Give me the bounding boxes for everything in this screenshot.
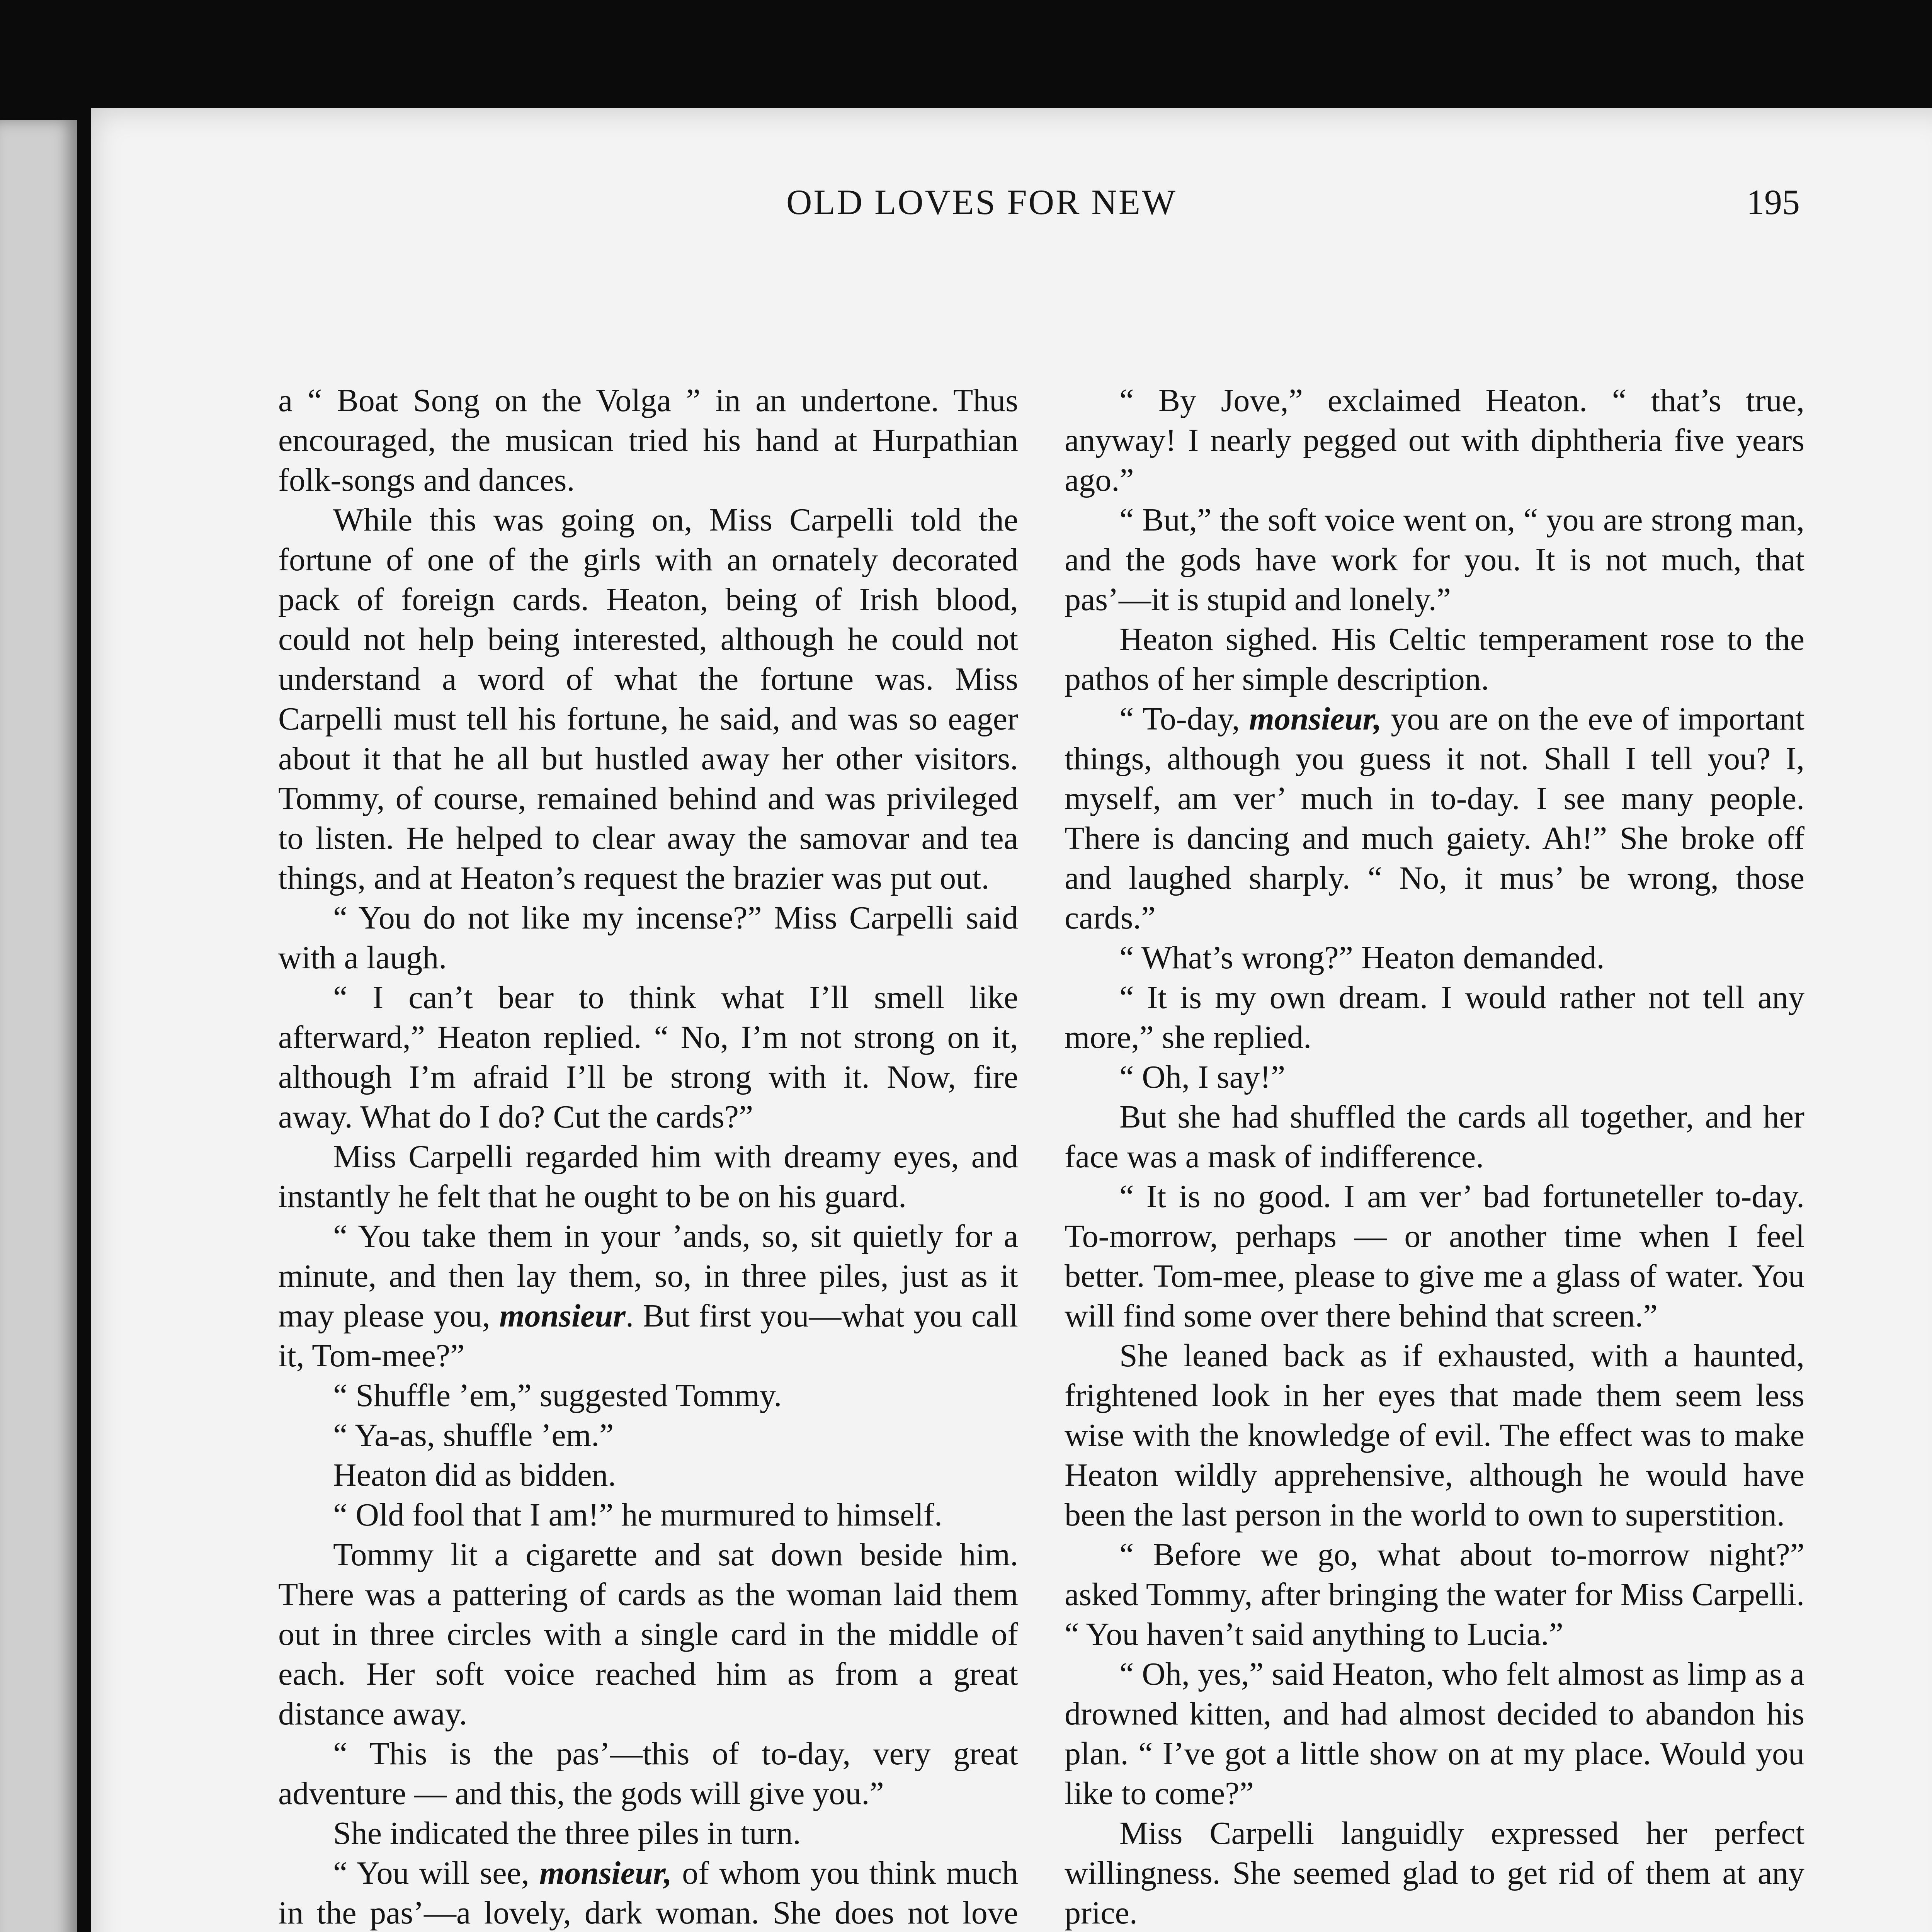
paragraph	[1065, 619, 1804, 699]
paragraph-text: Miss Carpelli languidly expressed her perfect willingness. She seemed glad to get rid of them at any price.	[1065, 1815, 1804, 1931]
paragraph	[278, 1734, 1018, 1813]
paragraph-text: you are on the eve of important things, although you guess it not. Shall I tell you? I, myself, am ver’ much in to-day. I see many people. There is dancing and much gaiety. Ah!” She broke off and laughed sharply. “ No, it mus’ be wrong, those cards.”	[1065, 701, 1804, 936]
paragraph-text: Heaton sighed. His Celtic temperament rose to the pathos of her simple description.	[1065, 621, 1804, 697]
paragraph	[278, 1415, 1018, 1455]
left-text-column	[278, 381, 1018, 1932]
paragraph-text: She leaned back as if exhausted, with a haunted, frightened look in her eyes that made them seem less wise with the knowledge of evil. The effect was to make Heaton wildly apprehensive, although he would have been the last person in the world to own to superstition.	[1065, 1338, 1804, 1533]
paragraph	[1065, 1097, 1804, 1177]
previous-page-edge	[0, 120, 77, 1932]
paragraph-text: Miss Carpelli regarded him with dreamy eyes, and instantly he felt that he ought to be on his guard.	[278, 1139, 1018, 1214]
paragraph	[278, 898, 1018, 978]
paragraph	[278, 1853, 1018, 1932]
paragraph-text: “ I can’t bear to think what I’ll smell like afterward,” Heaton replied. “ No, I’m not strong on it, although I’m afraid I’ll be strong with it. Now, fire away. What do I do? Cut the cards?”	[278, 980, 1018, 1135]
italic-word: monsieur,	[539, 1855, 672, 1891]
right-text-column	[1065, 381, 1804, 1932]
paragraph-text: “ Before we go, what about to-morrow night?” asked Tommy, after bringing the water for Miss Carpelli. “ You haven’t said anything to Lucia.”	[1065, 1537, 1804, 1652]
paragraph-text: While this was going on, Miss Carpelli told the fortune of one of the girls with an ornately decorated pack of foreign cards. Heaton, being of Irish blood, could not help being interested, although he could not understand a word of what the fortune was. Miss Carpelli must tell his fortune, he said, and was so eager about it that he all but hustled away her other visitors. Tommy, of course, remained behind and was privileged to listen. He helped to clear away the samovar and tea things, and at Heaton’s request the brazier was put out.	[278, 502, 1018, 896]
paragraph	[278, 1813, 1018, 1853]
paragraph	[278, 381, 1018, 500]
paragraph-text: “ You do not like my incense?” Miss Carpelli said with a laugh.	[278, 900, 1018, 976]
paragraph-text: “ Oh, yes,” said Heaton, who felt almost as limp as a drowned kitten, and had almost decided to abandon his plan. “ I’ve got a little show on at my place. Would you like to come?”	[1065, 1656, 1804, 1811]
italic-word: monsieur	[499, 1298, 626, 1334]
page-number: 195	[1747, 182, 1800, 222]
paragraph-text: “ But,” the soft voice went on, “ you are strong man, and the gods have work for you. It is not much, that pas’—it is stupid and lonely.”	[1065, 502, 1804, 617]
paragraph	[1065, 978, 1804, 1057]
paragraph-text: “ Shuffle ’em,” suggested Tommy.	[333, 1378, 782, 1413]
paragraph	[1065, 699, 1804, 938]
paragraph	[1065, 1813, 1804, 1932]
paragraph-text: She indicated the three piles in turn.	[333, 1815, 801, 1851]
paragraph-text: But she had shuffled the cards all together, and her face was a mask of indifference.	[1065, 1099, 1804, 1175]
paragraph-text: of whom you think much in the pas’—a lovely, dark woman. She does not love	[278, 1855, 1018, 1931]
paragraph-text: “ This is the pas’—this of to-day, very great adventure — and this, the gods will give you.”	[278, 1736, 1018, 1811]
paragraph-text: Tommy lit a cigarette and sat down beside him. There was a pattering of cards as the woman laid them out in three circles with a single card in the middle of each. Her soft voice reached him as from a great distance away.	[278, 1537, 1018, 1732]
paragraph-text: “ You will see,	[333, 1855, 539, 1891]
paragraph	[1065, 1057, 1804, 1097]
paragraph	[1065, 500, 1804, 619]
paragraph	[278, 1376, 1018, 1415]
paragraph	[1065, 938, 1804, 978]
paragraph-text: “ You take them in your ’ands, so, sit quietly for a minute, and then lay them, so, in three piles, just as it may please you,	[278, 1218, 1018, 1334]
paragraph	[1065, 1177, 1804, 1336]
paragraph-text: Heaton did as bidden.	[333, 1457, 616, 1493]
paragraph	[278, 1535, 1018, 1734]
italic-word: monsieur,	[1249, 701, 1382, 737]
paragraph-text: “ Ya-as, shuffle ’em.”	[333, 1417, 614, 1453]
paragraph	[278, 500, 1018, 898]
paragraph-text: “ By Jove,” exclaimed Heaton. “ that’s true, anyway! I nearly pegged out with diphtheria five years ago.”	[1065, 383, 1804, 498]
paragraph	[278, 1455, 1018, 1495]
paragraph	[278, 1216, 1018, 1376]
paragraph-text: “ To-day,	[1119, 701, 1249, 737]
paragraph	[1065, 1336, 1804, 1535]
paragraph	[278, 1495, 1018, 1535]
paragraph	[278, 1137, 1018, 1216]
paragraph	[1065, 1535, 1804, 1654]
paragraph-text: “ What’s wrong?” Heaton demanded.	[1119, 940, 1605, 976]
paragraph-text: “ Oh, I say!”	[1119, 1059, 1286, 1095]
paragraph	[1065, 1654, 1804, 1813]
paragraph	[1065, 381, 1804, 500]
paragraph-text: . But first you—what you call it, Tom-mee?”	[278, 1298, 1019, 1374]
paragraph	[278, 978, 1018, 1137]
paragraph-text: a “ Boat Song on the Volga ” in an undertone. Thus encouraged, the musican tried his hand at Hurpathian folk-songs and dances.	[278, 383, 1018, 498]
running-title: OLD LOVES FOR NEW	[786, 182, 1177, 222]
paragraph-text: “ Old fool that I am!” he murmured to himself.	[333, 1497, 942, 1533]
paragraph-text: “ It is my own dream. I would rather not tell any more,” she replied.	[1065, 980, 1804, 1055]
paragraph-text: “ It is no good. I am ver’ bad fortuneteller to-day. To-morrow, perhaps — or another time when I feel better. Tom-mee, please to give me a glass of water. You will find some over there behind that screen.”	[1065, 1179, 1804, 1334]
